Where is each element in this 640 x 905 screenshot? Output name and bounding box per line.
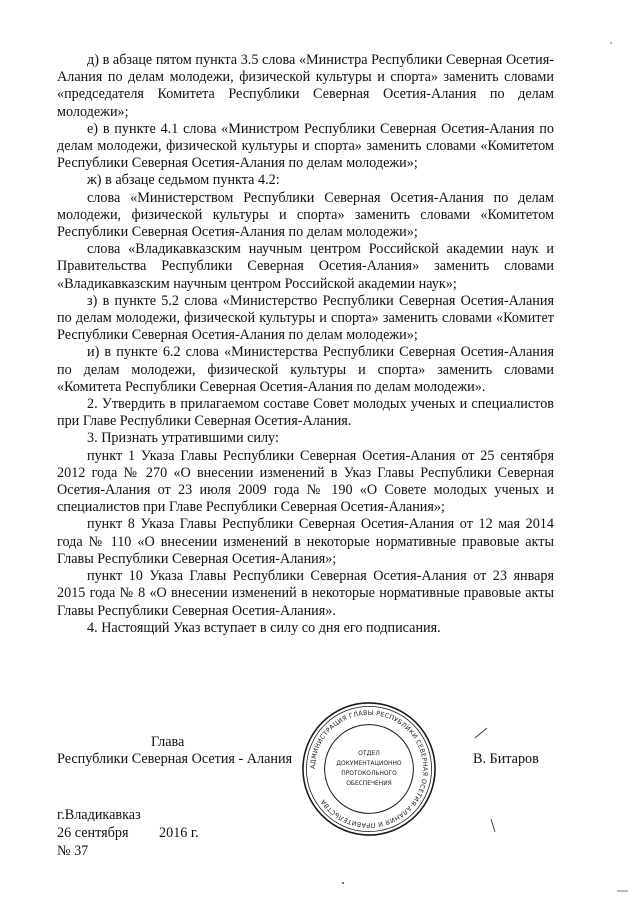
signature-name: В. Битаров bbox=[473, 751, 539, 767]
footer-date-year: 2016 г. bbox=[159, 825, 199, 841]
pen-stroke-icon bbox=[488, 816, 498, 836]
pen-mark-icon bbox=[473, 725, 489, 741]
footer-city: г.Владикавказ bbox=[57, 807, 141, 823]
speck-icon bbox=[340, 880, 346, 886]
paragraph-i: и) в пункте 6.2 слова «Министерства Республики Северная Осетия-Алания по делам молодежи, физической культуры и спорта» заменить словами «Комитета Республики Северная Осетия-Алания по делам молодежи». bbox=[57, 344, 554, 395]
paragraph-zh-2: слова «Владикавказским научным центром Российской академии наук и Правительства Республики Северная Осетия-Алания» заменить словами «Владикавказским научным центром Российской академии наук»; bbox=[57, 241, 554, 292]
paragraph-2: 2. Утвердить в прилагаемом составе Совет молодых ученых и специалистов при Главе Республики Северная Осетия-Алания. bbox=[57, 396, 554, 430]
paragraph-d: д) в абзаце пятом пункта 3.5 слова «Министра Республики Северная Осетия-Алания по делам молодежи, физической культуры и спорта» заменить словами «председателя Комитета Республики Северная Осетия-Алания по делам молодежи»; bbox=[57, 52, 554, 120]
paragraph-3-3: пункт 10 Указа Главы Республики Северная Осетия-Алания от 23 января 2015 года № 8 «О внесении изменений в некоторые нормативные правовые акты Главы Республики Северная Осетия-Алания». bbox=[57, 568, 554, 619]
signature-title-line1: Глава bbox=[151, 734, 185, 750]
paragraph-3-2: пункт 8 Указа Главы Республики Северная Осетия-Алания от 12 мая 2014 года № 110 «О внесении изменений в некоторые нормативные правовые акты Главы Республики Северная Осетия-Алания»; bbox=[57, 516, 554, 567]
paragraph-z: з) в пункте 5.2 слова «Министерство Республики Северная Осетия-Алания по делам молодежи, физической культуры и спорта» заменить словами «Комитет Республики Северная Осетия-Алания по делам молодежи»; bbox=[57, 292, 554, 344]
official-stamp bbox=[300, 700, 438, 838]
edge-mark-icon bbox=[616, 888, 630, 894]
stamp-center-line3: ПРОТОКОЛЬНОГО bbox=[341, 770, 397, 777]
footer-date-day-month: 26 сентября bbox=[57, 825, 129, 841]
signature-title-line2: Республики Северная Осетия - Алания bbox=[57, 751, 293, 767]
stamp-center-line1: ОТДЕЛ bbox=[358, 750, 380, 758]
paragraph-4: 4. Настоящий Указ вступает в силу со дня его подписания. bbox=[87, 619, 441, 636]
footer-number: № 37 bbox=[57, 843, 89, 859]
stamp-center-line2: ДОКУМЕНТАЦИОННО bbox=[336, 761, 402, 768]
paragraph-zh-1: слова «Министерством Республики Северная Осетия-Алания по делам молодежи, физической культуры и спорта» заменить словами «Комитетом Республики Северная Осетия-Алания по делам молодежи»; bbox=[57, 189, 554, 241]
speck-icon bbox=[608, 40, 614, 46]
paragraph-e: е) в пункте 4.1 слова «Министром Республики Северная Осетия-Алания по делам молодежи, физической культуры и спорта» заменить словами «Комитетом Республики Северная Осетия-Алания по делам молодежи»; bbox=[57, 120, 554, 172]
document-body bbox=[57, 52, 554, 637]
paragraph-3-1: пункт 1 Указа Главы Республики Северная Осетия-Алания от 25 сентября 2012 года № 270 «О внесении изменений в Указ Главы Республики Северная Осетия-Алания от 23 июля 2009 года № 190 «О Совете молодых ученых и специалистов при Главе Республики Северная Осетия-Алания»; bbox=[57, 447, 554, 516]
paragraph-3: 3. Признать утратившими силу: bbox=[87, 430, 279, 447]
stamp-ring-text: АДМИНИСТРАЦИЯ ГЛАВЫ РЕСПУБЛИКИ СЕВЕРНАЯ ОСЕТИЯ-АЛАНИЯ И ПРАВИТЕЛЬСТВА bbox=[309, 709, 429, 829]
stamp-center-line4: ОБЕСПЕЧЕНИЯ bbox=[346, 780, 392, 787]
paragraph-zh: ж) в абзаце седьмом пункта 4.2: bbox=[87, 172, 280, 189]
